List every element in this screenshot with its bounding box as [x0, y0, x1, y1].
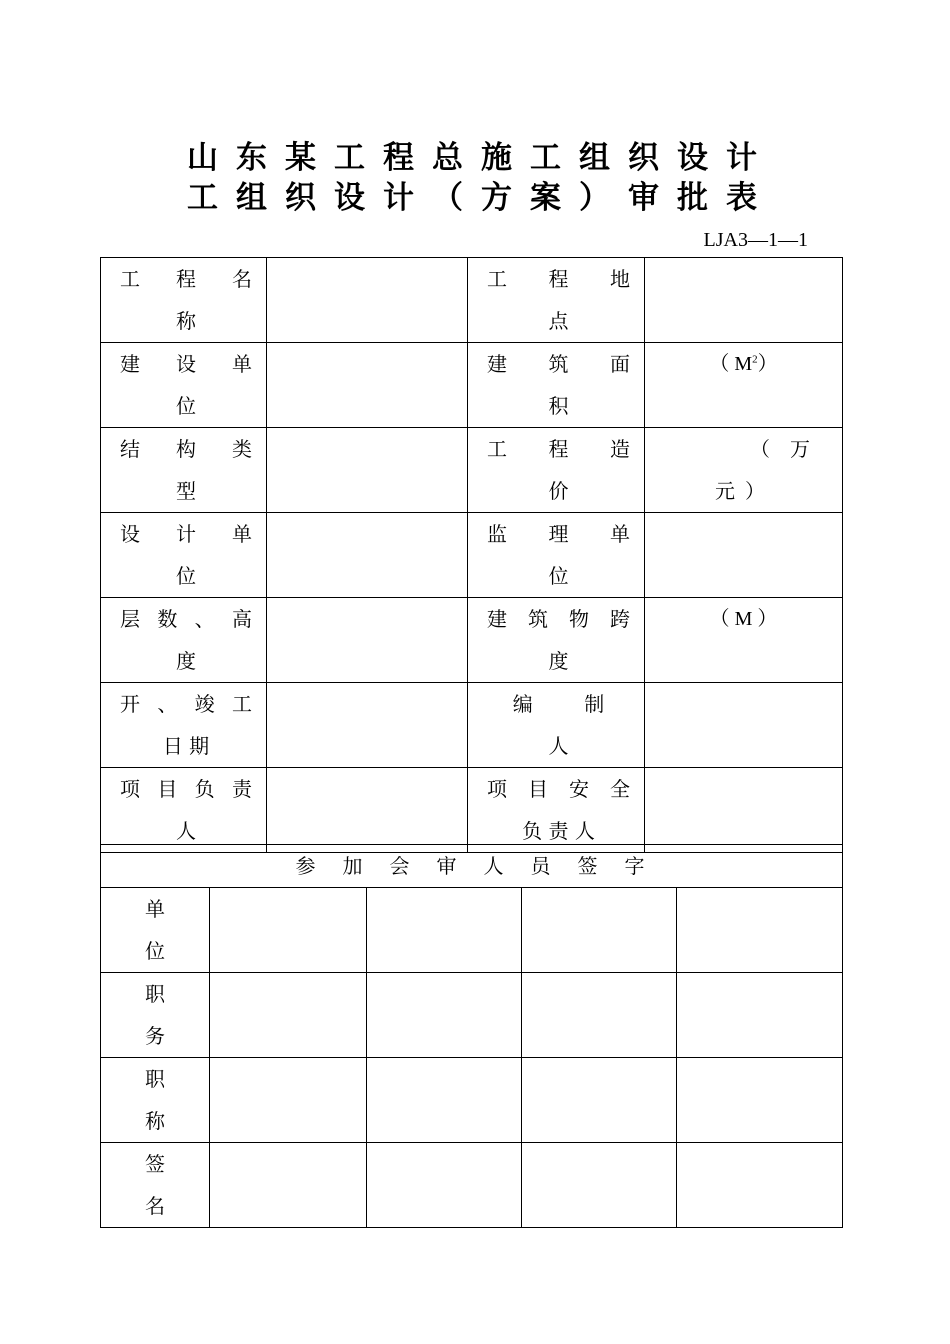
field-label-right	[468, 343, 645, 428]
info-row	[101, 683, 843, 768]
unit-label: （ M ）	[709, 608, 778, 630]
label-char: 责	[231, 777, 252, 801]
signature-cell[interactable]	[677, 888, 843, 973]
signature-header: 参加会审人员签字	[101, 845, 843, 888]
label-char: 建	[120, 352, 140, 376]
label-char: 理	[548, 522, 569, 546]
field-label-left-line1	[120, 598, 252, 640]
label-line1: 单	[145, 897, 165, 921]
field-label-left-line1	[120, 343, 252, 385]
label-char: 工	[487, 437, 507, 461]
signature-cell[interactable]	[522, 888, 677, 973]
project-info-table	[100, 257, 843, 853]
field-value-left[interactable]	[267, 428, 468, 513]
field-value-right[interactable]	[645, 258, 843, 343]
info-row	[101, 768, 843, 853]
form-code: LJA3—1—1	[703, 229, 808, 251]
signature-row-label	[101, 973, 210, 1058]
label-char: 项	[120, 777, 140, 801]
label-line1: 签	[145, 1152, 165, 1176]
signature-cell[interactable]	[677, 973, 843, 1058]
field-value-left[interactable]	[267, 258, 468, 343]
label-char: 单	[232, 352, 252, 376]
field-label-left-line2: 型	[176, 479, 196, 503]
label-char: 项	[487, 777, 507, 801]
label-char: 高	[231, 607, 252, 631]
field-label-left-line2: 度	[176, 649, 196, 673]
field-label-left-line1	[120, 683, 252, 725]
label-line1: 职	[145, 1067, 165, 1091]
field-label-left	[101, 768, 267, 853]
cost-unit-line2: 元）	[715, 479, 775, 503]
field-label-right-line1	[487, 428, 630, 470]
field-label-right	[468, 513, 645, 598]
field-label-left	[101, 258, 267, 343]
label-line2: 位	[145, 939, 165, 963]
label-char: 编	[512, 692, 533, 716]
area-unit: （ $M^2$）	[709, 353, 778, 375]
label-char: 层	[120, 607, 140, 631]
signature-row	[101, 973, 843, 1058]
signature-row	[101, 888, 843, 973]
form-title-line2: 工组织设计（方案）审批表	[187, 180, 775, 216]
label-char: 开	[120, 692, 140, 716]
signature-cell[interactable]	[367, 973, 522, 1058]
field-label-left-line1	[120, 428, 252, 470]
field-label-right	[468, 683, 645, 768]
field-value-right[interactable]	[645, 343, 843, 428]
signature-table	[100, 844, 843, 1228]
label-char: 程	[548, 267, 569, 291]
field-label-right-line1	[487, 768, 630, 810]
label-char: 目	[528, 777, 548, 801]
field-label-right-line2: 负 责 人	[522, 819, 595, 843]
info-row	[101, 598, 843, 683]
cost-unit	[645, 428, 842, 512]
label-char: 设	[176, 352, 196, 376]
field-label-left	[101, 683, 267, 768]
info-row	[101, 513, 843, 598]
signature-cell[interactable]	[677, 1058, 843, 1143]
field-label-right-line2: 人	[548, 734, 569, 758]
field-value-left[interactable]	[267, 513, 468, 598]
field-label-left	[101, 598, 267, 683]
field-label-right-line1	[487, 598, 630, 640]
field-label-right-line2: 点	[548, 309, 569, 333]
field-label-right	[468, 428, 645, 513]
label-char: 竣	[194, 692, 215, 716]
field-label-left	[101, 428, 267, 513]
signature-cell[interactable]	[210, 1058, 367, 1143]
field-label-right-line2: 积	[548, 394, 569, 418]
field-value-left[interactable]	[267, 683, 468, 768]
label-char: 监	[487, 522, 507, 546]
field-label-right-line2: 价	[548, 479, 569, 503]
unit-char: 万	[790, 437, 810, 461]
label-char: 跨	[610, 607, 630, 631]
label-char: 、	[194, 607, 215, 631]
area-unit-sup: 2	[752, 353, 758, 366]
field-label-left-line1	[120, 258, 252, 300]
label-char: 工	[231, 692, 252, 716]
field-label-left-line2: 日 期	[162, 734, 210, 758]
info-row	[101, 428, 843, 513]
label-char: 建	[487, 352, 507, 376]
signature-cell[interactable]	[367, 1058, 522, 1143]
signature-row	[101, 1058, 843, 1143]
field-value-right[interactable]	[645, 598, 843, 683]
label-char: 工	[487, 267, 507, 291]
signature-row	[101, 1143, 843, 1228]
signature-cell[interactable]	[522, 1143, 677, 1228]
label-char: 、	[157, 692, 178, 716]
label-char: 地	[610, 267, 630, 291]
label-char: 程	[548, 437, 569, 461]
label-char: 物	[569, 607, 589, 631]
signature-cell[interactable]	[367, 1143, 522, 1228]
label-char: 目	[157, 777, 178, 801]
label-char: 计	[176, 522, 196, 546]
label-char: 单	[610, 522, 630, 546]
signature-cell[interactable]	[677, 1143, 843, 1228]
cost-unit-line1	[685, 428, 810, 470]
field-label-right-line2: 位	[548, 564, 569, 588]
field-label-left-line2: 位	[176, 394, 196, 418]
field-label-left-line2: 人	[176, 819, 196, 843]
label-char: 程	[176, 267, 196, 291]
unit-char: （	[750, 437, 770, 461]
field-value-right[interactable]	[645, 513, 843, 598]
label-char: 造	[610, 437, 630, 461]
label-char: 负	[194, 777, 215, 801]
label-char: 面	[610, 352, 630, 376]
label-char: 数	[157, 607, 178, 631]
label-char: 构	[176, 437, 196, 461]
label-char: 单	[232, 522, 252, 546]
label-line1: 职	[145, 982, 165, 1006]
label-char: 筑	[548, 352, 569, 376]
field-value-right[interactable]	[645, 768, 843, 853]
form-title-line1: 山东某工程总施工组织设计	[187, 140, 775, 176]
label-char: 结	[120, 437, 140, 461]
label-char: 全	[610, 777, 630, 801]
label-char: 制	[584, 692, 605, 716]
signature-row-label	[101, 1058, 210, 1143]
label-char: 筑	[528, 607, 548, 631]
field-value-right[interactable]	[645, 683, 843, 768]
label-char: 名	[232, 267, 252, 291]
signature-cell[interactable]	[210, 973, 367, 1058]
field-label-right	[468, 598, 645, 683]
info-row	[101, 343, 843, 428]
field-label-left	[101, 513, 267, 598]
field-value-left[interactable]	[267, 598, 468, 683]
label-char: 建	[487, 607, 507, 631]
field-label-left-line2: 称	[176, 309, 196, 333]
signature-row-label	[101, 888, 210, 973]
label-char: 设	[120, 522, 140, 546]
signature-cell[interactable]	[522, 1058, 677, 1143]
signature-cell[interactable]	[210, 888, 367, 973]
label-line2: 称	[145, 1109, 165, 1133]
field-label-right-line1	[487, 513, 630, 555]
field-label-left-line1	[120, 768, 252, 810]
field-label-left	[101, 343, 267, 428]
field-label-right	[468, 258, 645, 343]
signature-cell[interactable]	[210, 1143, 367, 1228]
signature-cell[interactable]	[367, 888, 522, 973]
label-line2: 名	[145, 1194, 165, 1218]
signature-cell[interactable]	[522, 973, 677, 1058]
field-label-left-line1	[120, 513, 252, 555]
label-char: 类	[232, 437, 252, 461]
field-label-right-line1	[487, 343, 630, 385]
field-value-left[interactable]	[267, 768, 468, 853]
field-label-right-line2: 度	[548, 649, 569, 673]
info-row	[101, 258, 843, 343]
signature-row-label	[101, 1143, 210, 1228]
field-label-right-line1	[487, 683, 630, 725]
field-label-left-line2: 位	[176, 564, 196, 588]
field-label-right	[468, 768, 645, 853]
label-line2: 务	[145, 1024, 165, 1048]
label-char: 工	[120, 267, 140, 291]
label-char: 安	[569, 777, 589, 801]
field-label-right-line1	[487, 258, 630, 300]
field-value-right[interactable]	[645, 428, 843, 513]
field-value-left[interactable]	[267, 343, 468, 428]
